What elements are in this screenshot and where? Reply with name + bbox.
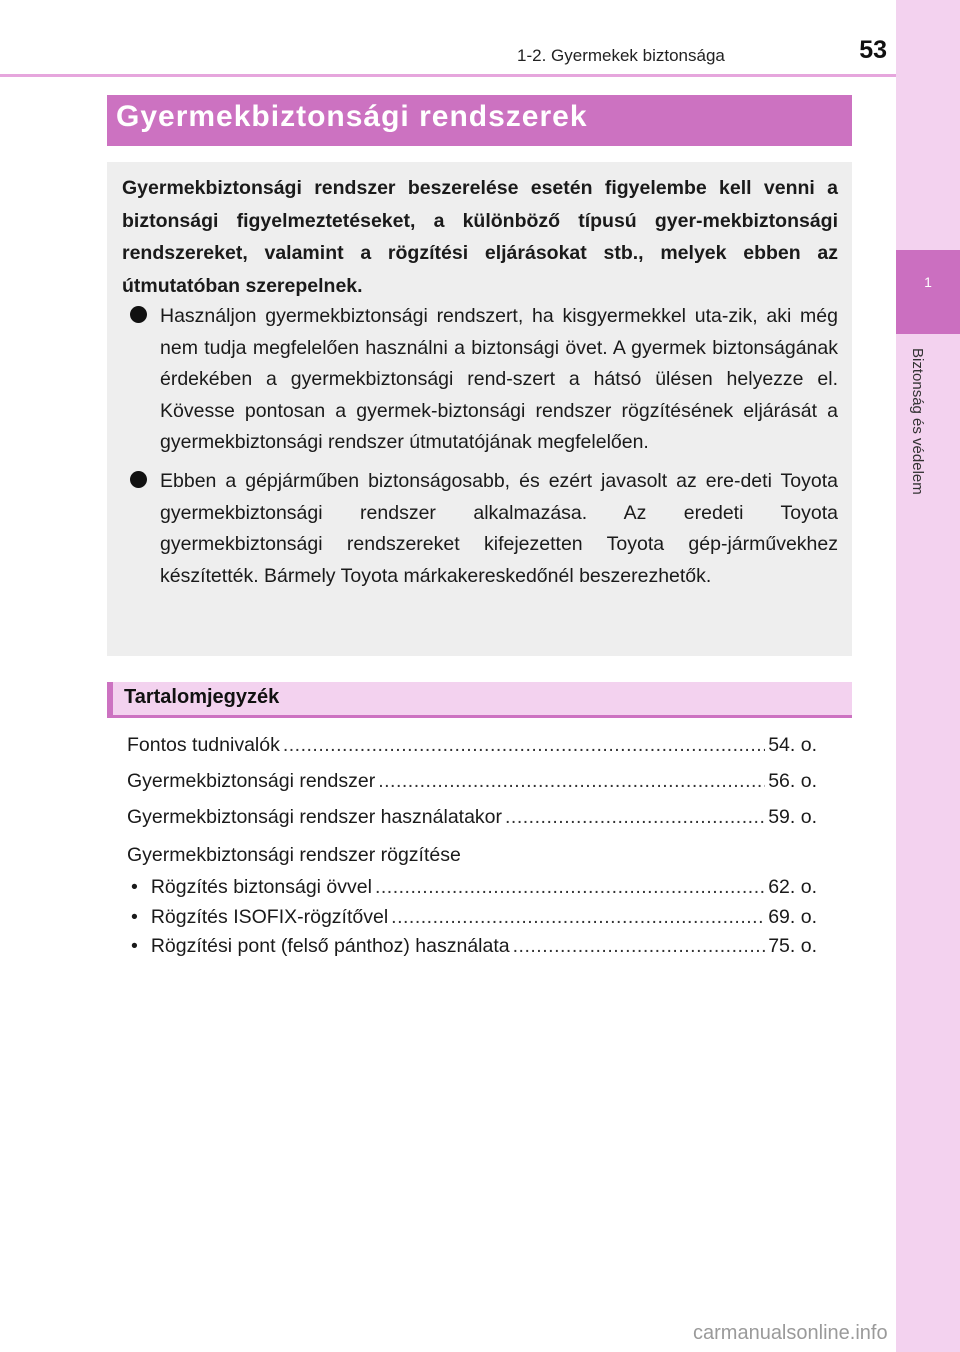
toc-leader-dots — [378, 763, 765, 799]
bullet-text: Ebben a gépjárműben biztonságosabb, és ezért javasolt az ere-deti Toyota gyermekbiztonsági rendszer alkalmazása. Az eredeti Toyota gyermekbiztonsági rendszereket kifejezetten Toyota gép-járművekhez készítették. Bármely Toyota márkakereskedőnél beszerezhetők. — [160, 469, 838, 587]
toc-header-accent — [107, 682, 113, 717]
toc-entry-page: 59. o. — [768, 806, 817, 828]
toc-leader-dots — [505, 799, 765, 835]
toc-entry-label: Fontos tudnivalók — [127, 734, 280, 756]
watermark: carmanualsonline.info — [693, 1322, 888, 1344]
toc-header-underline — [107, 715, 852, 718]
bullet-icon: • — [131, 905, 138, 928]
header-divider — [0, 74, 896, 77]
page-number: 53 — [859, 36, 887, 64]
toc-entry[interactable] — [127, 727, 817, 763]
toc-subentry-page: 75. o. — [768, 935, 817, 957]
toc-entry-label: Gyermekbiztonsági rendszer használatakor — [127, 806, 503, 828]
toc-leader-dots — [375, 873, 765, 903]
toc-entry[interactable] — [127, 799, 817, 835]
toc-entry-page: 56. o. — [768, 770, 817, 792]
intro-bullet — [130, 466, 838, 592]
bullet-dot-icon — [130, 471, 147, 488]
page-title: Gyermekbiztonsági rendszerek — [116, 100, 588, 133]
toc-leader-dots — [283, 727, 765, 763]
toc-subentry-label: Rögzítés ISOFIX-rögzítővel — [150, 905, 389, 928]
toc-subentry-page: 62. o. — [768, 876, 817, 898]
toc-subentry-label: Rögzítés biztonsági övvel — [150, 876, 372, 898]
intro-bullets — [130, 301, 838, 599]
header-section-title: 1-2. Gyermekek biztonsága — [517, 46, 725, 65]
side-tab — [896, 0, 960, 1352]
toc-subentry[interactable] — [127, 932, 817, 962]
intro-text: Gyermekbiztonsági rendszer beszerelése esetén figyelembe kell venni a biztonsági figyelmeztetéseket, a különböző típusú gyer-mekbiztonsági rendszereket, valamint a rögzítési eljárásokat stb., melyek ebben az útmutatóban szerepelnek. — [122, 177, 838, 297]
bullet-icon: • — [131, 876, 138, 898]
chapter-number: 1 — [924, 274, 932, 290]
intro-bullet — [130, 301, 838, 459]
bullet-text: Használjon gyermekbiztonsági rendszert, ha kisgyermekkel uta-zik, aki még nem tudja megfelelően használni a biztonsági övet. A gyermek biztonságának érdekében a gyermekbiztonsági rend-szert a hátsó ülésen helyezze el. Kövesse pontosan a gyermek-biztonsági rendszer rögzítésének eljárását a gyermekbiztonsági rendszer útmutatójának megfelelően. — [160, 305, 838, 454]
toc-subentry-label: Rögzítési pont (felső pánthoz) használata — [150, 935, 510, 957]
toc-subentry[interactable] — [127, 903, 817, 933]
table-of-contents — [127, 727, 817, 962]
bullet-icon: • — [131, 935, 138, 957]
toc-entry[interactable] — [127, 763, 817, 799]
bullet-dot-icon — [130, 306, 147, 323]
toc-entry-page: 54. o. — [768, 734, 817, 756]
toc-subentry-page: 69. o. — [768, 905, 817, 928]
toc-entry-label: Gyermekbiztonsági rendszer — [127, 770, 376, 792]
toc-title: Tartalomjegyzék — [124, 686, 280, 708]
chapter-number-box — [896, 250, 960, 334]
chapter-label: Biztonság és védelem — [909, 348, 926, 495]
toc-group-label: Gyermekbiztonsági rendszer rögzítése — [127, 844, 461, 866]
toc-subentry[interactable] — [127, 873, 817, 903]
toc-leader-dots — [513, 932, 766, 962]
toc-leader-dots — [391, 903, 765, 933]
